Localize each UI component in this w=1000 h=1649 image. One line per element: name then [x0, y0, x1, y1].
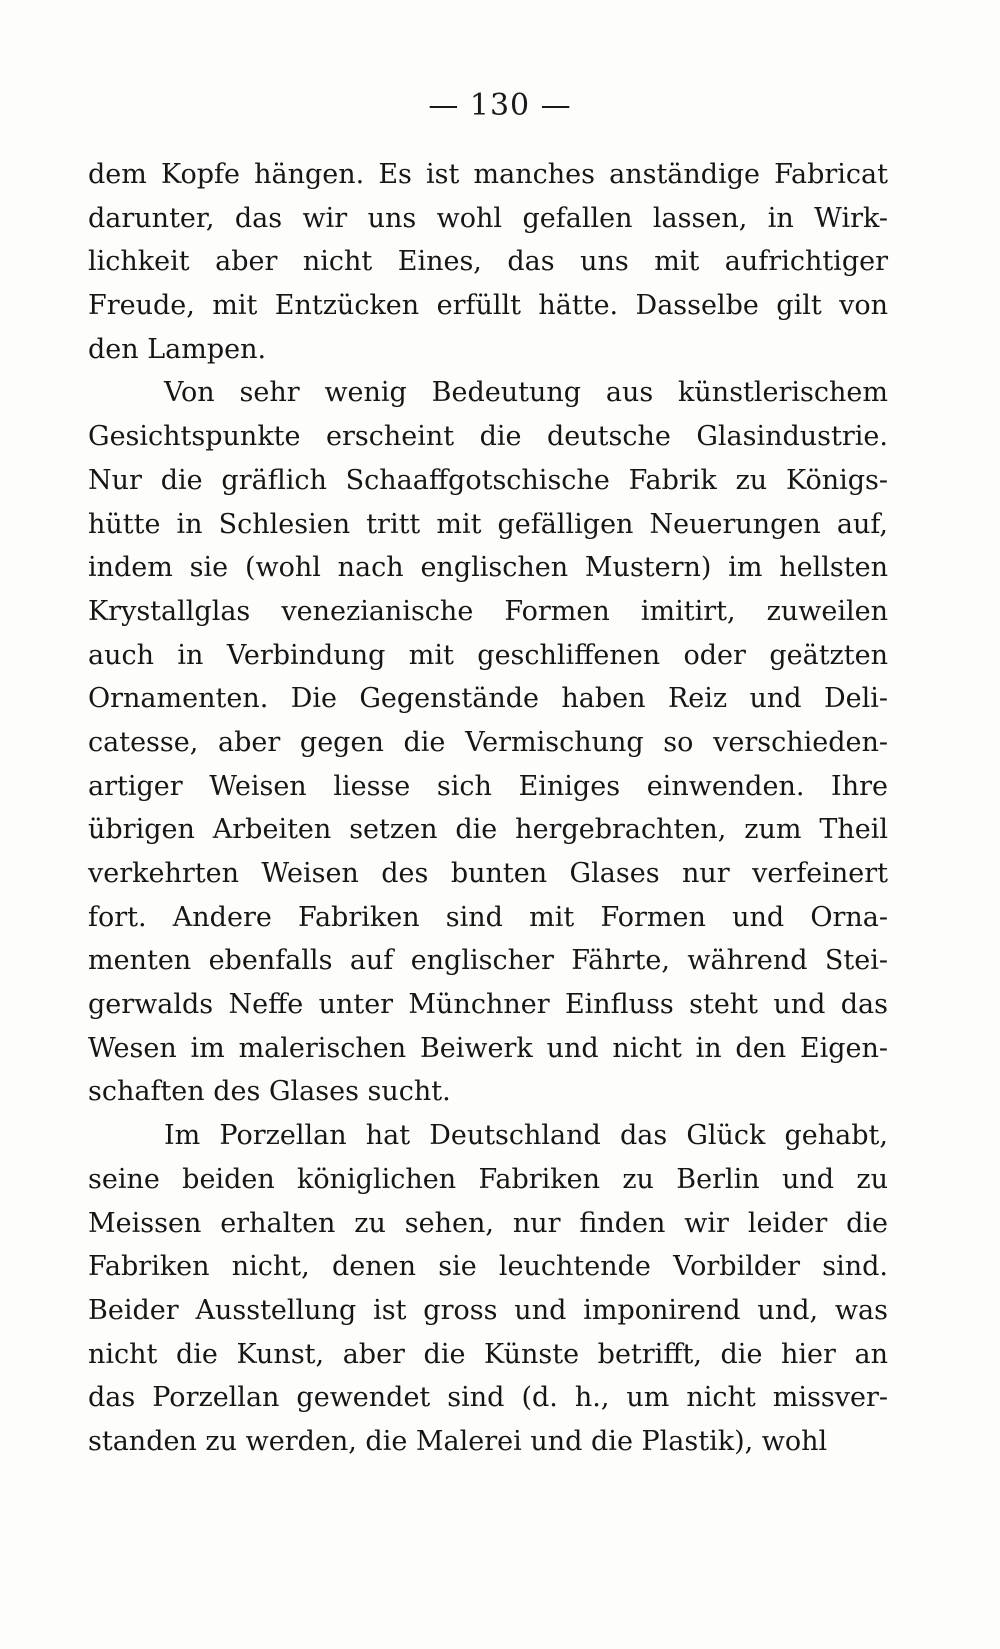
text-line: den Lampen. — [88, 333, 267, 365]
paragraph — [88, 371, 888, 1114]
text-line: lichkeit aber nicht Eines, das uns mit aufrichtiger — [88, 246, 888, 278]
text-line: übrigen Arbeiten setzen die hergebrachten, zum Theil — [88, 814, 888, 846]
text-line: Freude, mit Entzücken erfüllt hätte. Dasselbe gilt von — [88, 290, 888, 322]
text-line: Im Porzellan hat Deutschland das Glück gehabt, — [164, 1120, 888, 1152]
text-line: indem sie (wohl nach englischen Mustern) im hellsten — [88, 552, 888, 584]
text-line: darunter, das wir uns wohl gefallen lassen, in Wirk- — [88, 202, 888, 234]
text-line: menten ebenfalls auf englischer Fährte, während Stei- — [88, 945, 888, 977]
text-line: Nur die gräflich Schaaffgotschische Fabrik zu Königs- — [88, 464, 888, 496]
text-line: schaften des Glases sucht. — [88, 1076, 451, 1108]
text-line: Wesen im malerischen Beiwerk und nicht in den Eigen- — [88, 1032, 888, 1064]
text-line: Fabriken nicht, denen sie leuchtende Vorbilder sind. — [88, 1251, 888, 1283]
text-line: nicht die Kunst, aber die Künste betrifft, die hier an — [88, 1338, 888, 1370]
text-line: das Porzellan gewendet sind (d. h., um nicht missver- — [88, 1382, 888, 1414]
text-line: Krystallglas venezianische Formen imitirt, zuweilen — [88, 595, 888, 627]
text-line: Gesichtspunkte erscheint die deutsche Glasindustrie. — [88, 421, 888, 453]
text-line: artiger Weisen liesse sich Einiges einwenden. Ihre — [88, 770, 888, 802]
text-line: Meissen erhalten zu sehen, nur finden wir leider die — [88, 1207, 888, 1239]
body-text — [88, 153, 888, 1464]
text-line: Beider Ausstellung ist gross und imponirend und, was — [88, 1294, 888, 1326]
text-line: catesse, aber gegen die Vermischung so verschieden- — [88, 726, 888, 758]
text-line: auch in Verbindung mit geschliffenen oder geätzten — [88, 639, 888, 671]
text-line: gerwalds Neffe unter Münchner Einfluss steht und das — [88, 989, 888, 1021]
page-number: — 130 — — [428, 88, 572, 123]
text-line: verkehrten Weisen des bunten Glases nur verfeinert — [88, 858, 888, 889]
text-line: Von sehr wenig Bedeutung aus künstlerischem — [164, 377, 888, 409]
text-line: Ornamenten. Die Gegenstände haben Reiz und Deli- — [88, 683, 888, 715]
text-line: seine beiden königlichen Fabriken zu Berlin und zu — [88, 1163, 888, 1195]
paragraph — [88, 153, 888, 371]
text-line: hütte in Schlesien tritt mit gefälligen Neuerungen auf, — [88, 508, 888, 540]
text-line: dem Kopfe hängen. Es ist manches anständige Fabricat — [88, 159, 888, 190]
text-line: standen zu werden, die Malerei und die Plastik), wohl — [88, 1425, 828, 1457]
text-line: fort. Andere Fabriken sind mit Formen und Orna- — [88, 901, 888, 933]
paragraph — [88, 1114, 888, 1464]
